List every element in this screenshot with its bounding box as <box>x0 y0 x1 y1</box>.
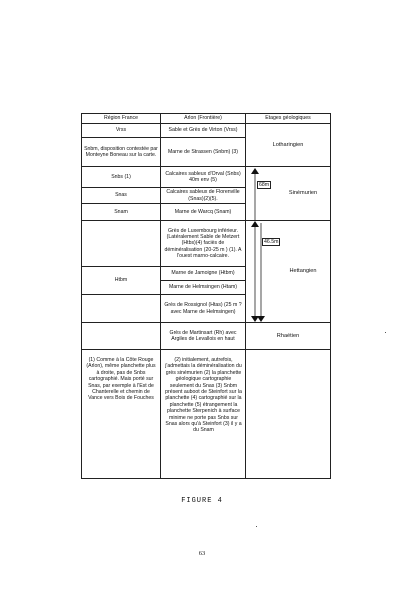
cell-france: Snbm, disposition contestée par Monteyne Boneau sur la carte. <box>84 145 158 158</box>
cell-arlon: Marne de Strassen (Snbm) (3) <box>167 148 239 155</box>
cell-arlon: Calcaires sableux d'Orval (Snbs) 40m env (5) <box>165 170 241 183</box>
cell-france: Vrss <box>115 127 127 134</box>
scan-speck <box>385 332 386 333</box>
stage-rhaetien: Rhaétien <box>276 332 300 339</box>
cell-arlon: Marne de Helmsingen (Htam) <box>168 284 238 291</box>
note-left: (1) Comme à la Côte Rouge (Arlon), même planchette plus à droite, pas de Snbs cartographié. Mais porté sur Snas, par exemple à l'Est de Chanterelle et chemin de Vance vers Bois de Fouches <box>86 357 156 402</box>
stage-lotharingien: Lotharingien <box>272 141 304 148</box>
header-stages: Etages géologiques <box>265 115 311 122</box>
cell-france <box>82 221 160 266</box>
cell-france <box>82 295 160 322</box>
table-border-bottom <box>81 478 331 479</box>
note-middle: (2) initialement, autrefois, j'admettais la déminéralisation du grès sinémurien (2) la planchette géologique cartographie seulement du Snas (3) Snbm présent auboot de Steinfort sur la planchette (4) cartographié sur la planchette (5) étrangement la planchette Sterpenich à surface minime ne porte pas Snbs sur Snas alors qu'à Steinfort (3) il y a du Snam <box>165 357 242 434</box>
header-region-france: Région France <box>103 115 139 122</box>
column-separator-1 <box>160 113 161 479</box>
stage-sinemurien: Sinémurien <box>288 190 318 197</box>
cell-arlon: Grès de Rossignol (Htas) (25 m ? avec Marne de Helmsingen) <box>164 302 242 315</box>
cell-arlon: Sable et Grès de Virton (Vrss) <box>168 127 238 134</box>
stratigraphy-table <box>81 113 331 479</box>
cell-france: Htbm <box>114 277 128 284</box>
thickness-upper-label: 68m <box>259 182 270 188</box>
figure-caption: FIGURE 4 <box>181 497 223 505</box>
cell-france <box>82 323 160 349</box>
stage-hettangien: Hettangien <box>289 268 317 275</box>
cell-arlon: Grès de Martinsart (Rh) avec Argiles de Levallois en haut <box>169 329 237 342</box>
table-border-right <box>330 113 331 479</box>
page-number: 63 <box>198 550 206 557</box>
cell-arlon: Marne de Warcq (Snam) <box>174 208 232 215</box>
cell-france: Snam <box>114 208 128 215</box>
cell-france: Snbs (1) <box>111 173 131 180</box>
cell-arlon: Calcaires sableux de Florenville (Snas)(2)(5). <box>166 189 240 202</box>
row-rule <box>81 349 331 350</box>
cell-arlon: Grès de Luxembourg inférieur. (Latéralement Sable de Metzert (Htbs)(4) faciès de déminéralisation (20-25 m ) (1). A l'ouest marno-calcaire. <box>164 227 242 259</box>
cell-france: Snas <box>115 192 127 199</box>
header-arlon: Arlon (Frontière) <box>184 115 222 122</box>
cell-arlon: Marne de Jamoigne (Htbm) <box>171 270 235 277</box>
thickness-lower-label: 46.5m <box>264 239 279 245</box>
scan-speck <box>256 526 257 527</box>
